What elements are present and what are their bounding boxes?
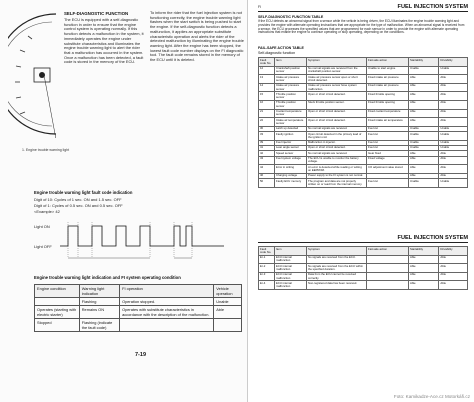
- table-cell: Unable: [439, 132, 468, 141]
- table-header-row: [259, 247, 468, 256]
- table-cell: Fuel cut: [367, 132, 409, 141]
- table-cell: Able: [409, 75, 439, 84]
- table-cell: Unable: [409, 179, 439, 188]
- table-cell: 16: [259, 100, 275, 109]
- table-cell: 15: [259, 92, 275, 101]
- table-row: [259, 83, 468, 92]
- right-page: [247, 0, 474, 402]
- table-cell: Able: [214, 306, 242, 319]
- light-on-label: Light ON: [34, 224, 50, 229]
- table-cell: Able: [439, 109, 468, 118]
- table-cell: Able: [439, 156, 468, 165]
- ecu-fault-table: [258, 246, 468, 290]
- table-cell: Able: [409, 118, 439, 127]
- table-cell: [35, 298, 80, 306]
- table-cell: Throttle position sensor: [275, 100, 307, 109]
- table-cell: Open or short circuit detected.: [307, 92, 367, 101]
- page-number: 7-19: [135, 352, 147, 358]
- table-cell: Able: [439, 255, 468, 264]
- table-cell: Gear fixed: [367, 151, 409, 156]
- table-cell: Unable: [409, 132, 439, 141]
- table-cell: [120, 319, 214, 332]
- table-header-cell: Warning light indication: [79, 285, 119, 298]
- table-cell: No signals are received from the ECU within the specified duration.: [307, 264, 367, 273]
- light-off-label: Light OFF: [34, 244, 52, 249]
- table-row: [259, 272, 468, 281]
- table-cell: Able: [409, 92, 439, 101]
- table-cell: Throttle position sensor: [275, 92, 307, 101]
- selfdiag-intro: If the ECU detects an abnormal signal from a sensor while the vehicle is being driven, the ECU illuminates the engine trouble warning light and provides the engine with alternate operating instructions that are appropriate for the type of malfunction. When an abnormal signal is received from a sensor, the ECU processes the specified values that are programmed for each sensor in order to provide the engine with alternate operating instructions that enable the engine to continue operating or stop operating, depending on the conditions.: [258, 19, 465, 35]
- failsafe-title: FAIL-SAFE ACTION TABLE: [258, 46, 304, 50]
- table-cell: 14: [259, 83, 275, 92]
- table-cell: Able: [409, 255, 439, 264]
- table-cell: Speed sensor: [275, 151, 307, 156]
- table-cell: Unable: [439, 126, 468, 131]
- table-cell: Fuel system voltage: [275, 156, 307, 165]
- table-cell: Open or short circuit detected.: [307, 145, 367, 150]
- table-cell: Able: [409, 83, 439, 92]
- table-header-row: [259, 58, 468, 67]
- table-cell: Data from the ECU cannot be received correctly.: [307, 272, 367, 281]
- table-cell: Faulty ignition: [275, 132, 307, 141]
- intro-paragraph: The ECU is equipped with a self-diagnostic function in order to ensure that the engine control system is operating normally. If this function detects a malfunction in the system, it immediately operates the engine under substitute characteristics and illuminates the engine trouble warning light to alert the rider that a malfunction has occurred in the system. Once a malfunction has been detected, a fault code is stored in the memory of the ECU.: [64, 17, 144, 65]
- table-row: [259, 165, 468, 174]
- table-row: [259, 92, 468, 101]
- table-cell: Power supply to the FI system is not normal.: [307, 173, 367, 178]
- table-cell: ECU internal malfunction: [275, 272, 307, 281]
- table-row: [259, 109, 468, 118]
- fault-code-waveform: [34, 218, 234, 266]
- table-cell: [367, 272, 409, 281]
- indication-heading: Engine trouble warning light fault code indication: [34, 190, 133, 195]
- table-cell: No normal signals are received from the crankshaft position sensor.: [307, 66, 367, 75]
- instrument-gauge-illustration: [8, 10, 60, 138]
- table-cell: 12: [259, 66, 275, 75]
- table-cell: Stuck throttle position sensor.: [307, 100, 367, 109]
- table-row: [259, 132, 468, 141]
- table-cell: 41: [259, 145, 275, 150]
- table-cell: Intake air pressure sensor hose system malfunction.: [307, 83, 367, 92]
- table-cell: Lean angle sensor: [275, 145, 307, 150]
- table-cell: [367, 281, 409, 290]
- table-cell: Unable to start engine: [367, 66, 409, 75]
- table-cell: Er-4: [259, 281, 275, 290]
- table-cell: Fixed throttle opening: [367, 100, 409, 109]
- header-title: FUEL INJECTION SYSTEM: [397, 4, 468, 10]
- table-header-cell: Symptom: [307, 247, 367, 256]
- table-row: [35, 298, 242, 306]
- table-cell: No normal signals are received.: [307, 151, 367, 156]
- table-cell: Unable: [439, 145, 468, 150]
- table-row: [259, 156, 468, 165]
- table-cell: Operation stopped.: [120, 298, 214, 306]
- table-header-cell: Fault code No.: [259, 58, 275, 67]
- table-cell: Unable: [439, 66, 468, 75]
- table-cell: Unable: [409, 140, 439, 145]
- digit-1-line: Digit of 1: Cycles of 0.5 sec. ON and 0.5 sec. OFF: [34, 203, 123, 208]
- table-cell: Fixed voltage: [367, 156, 409, 165]
- header-title-2: FUEL INJECTION SYSTEM: [397, 235, 468, 241]
- table-header-cell: Item: [275, 247, 307, 256]
- table-cell: 22: [259, 118, 275, 127]
- table-cell: Able: [409, 109, 439, 118]
- table-cell: Operates (starting with electric starter): [35, 306, 80, 319]
- table-cell: The program and data are not properly written on or read from the internal memory.: [307, 179, 367, 188]
- selfdiag-subtitle: Self-diagnostic function: [258, 51, 296, 55]
- table-cell: Able: [439, 92, 468, 101]
- table-cell: Flashing: [79, 298, 119, 306]
- table-row: [259, 264, 468, 273]
- table-cell: Fuel cut: [367, 179, 409, 188]
- table-cell: The ECU is unable to monitor the battery voltage.: [307, 156, 367, 165]
- table-cell: Crankshaft position sensor: [275, 66, 307, 75]
- table-cell: Non-registered data has been received.: [307, 281, 367, 290]
- table-cell: Fuel cut: [367, 126, 409, 131]
- table-cell: CO adjustment value stored: [367, 165, 409, 174]
- table-cell: Able: [439, 118, 468, 127]
- table-cell: Faulty ECU memory: [275, 179, 307, 188]
- table-header-cell: Startability: [409, 58, 439, 67]
- table-header-cell: Drivability: [439, 58, 468, 67]
- table-cell: 21: [259, 109, 275, 118]
- table-header-cell: Vehicle operation: [214, 285, 242, 298]
- gauge-caption: 1. Engine trouble warning light: [22, 148, 70, 152]
- table-cell: Charging voltage: [275, 173, 307, 178]
- example-line: <Example> 42: [34, 209, 60, 214]
- table-caption: Engine trouble warning light indication and FI system operating condition: [34, 275, 181, 280]
- table-cell: Able: [409, 173, 439, 178]
- table-cell: Able: [409, 264, 439, 273]
- table-cell: 33: [259, 132, 275, 141]
- table-row: [259, 179, 468, 188]
- table-header-cell: Fault code No.: [259, 247, 275, 256]
- gauge-icon: [8, 10, 60, 138]
- table-cell: Fixed throttle opening: [367, 92, 409, 101]
- warning-light-paragraph: To inform the rider that the fuel injection system is not functioning correctly, the engine trouble warning light flashes when the start switch is being pushed to start the engine. If the self-diagnostic function detects a malfunction, it applies an appropriate substitute characteristic operation and alerts the rider of the detected malfunction by illuminating the engine trouble warning light. After the engine has been stopped, the lowest fault code number displays on the FI diagnostic tool. The fault code remains stored in the memory of the ECU until it is deleted.: [150, 10, 244, 63]
- warning-light-table: [34, 284, 242, 332]
- table-header-cell: Startability: [409, 247, 439, 256]
- table-cell: Unable: [409, 126, 439, 131]
- table-cell: Able: [409, 151, 439, 156]
- table-cell: Coolant temperature sensor: [275, 109, 307, 118]
- table-cell: Unable: [409, 66, 439, 75]
- table-cell: Able: [439, 272, 468, 281]
- table-cell: Able: [409, 165, 439, 174]
- table-cell: Able: [409, 100, 439, 109]
- table-cell: Unable: [214, 298, 242, 306]
- table-cell: Remains ON: [79, 306, 119, 319]
- table-cell: 13: [259, 75, 275, 84]
- table-cell: Operates with substitute characteristics in accordance with the description of the malfunction.: [120, 306, 214, 319]
- table-cell: 30: [259, 126, 275, 131]
- table-cell: Unable: [439, 179, 468, 188]
- table-cell: No normal signals are received.: [307, 126, 367, 131]
- page-header-2: [258, 234, 468, 243]
- table-header-cell: Item: [275, 58, 307, 67]
- table-header-cell: Symptom: [307, 58, 367, 67]
- table-cell: Er-3: [259, 272, 275, 281]
- table-cell: Open circuit detected in the primary lead of the ignition coil.: [307, 132, 367, 141]
- table-header-cell: Drivability: [439, 247, 468, 256]
- table-cell: [367, 255, 409, 264]
- table-cell: 42: [259, 151, 275, 156]
- table-cell: Error in writing: [275, 165, 307, 174]
- digit-10-line: Digit of 10: Cycles of 1 sec. ON and 1.5 sec. OFF: [34, 197, 122, 202]
- table-cell: Latch up detected: [275, 126, 307, 131]
- table-row: [35, 319, 242, 332]
- table-cell: Able: [439, 151, 468, 156]
- table-cell: 43: [259, 156, 275, 165]
- table-cell: Intake air pressure sensor open or short circuit detected.: [307, 75, 367, 84]
- watermark: Foto: Kamikadze-Ace.cz Motorkáři.cz: [393, 394, 470, 399]
- table-cell: Unable: [409, 145, 439, 150]
- table-cell: Fixed intake air temperature: [367, 118, 409, 127]
- page-header: [258, 4, 468, 12]
- table-cell: Fixed intake air pressure: [367, 83, 409, 92]
- table-cell: Fixed intake air pressure: [367, 75, 409, 84]
- table-row: [259, 66, 468, 75]
- table-cell: Intake air temperature sensor: [275, 118, 307, 127]
- table-cell: ECU internal malfunction: [275, 255, 307, 264]
- selfdiag-table-title: SELF-DIAGNOSTIC FUNCTION TABLE: [258, 15, 324, 19]
- table-cell: Malfunction in injector.: [307, 140, 367, 145]
- table-row: [259, 75, 468, 84]
- table-cell: Open or short circuit detected.: [307, 118, 367, 127]
- table-header-cell: FI operation: [120, 285, 214, 298]
- table-cell: [367, 264, 409, 273]
- table-cell: ECU internal malfunction: [275, 264, 307, 273]
- table-cell: An error is detected while reading or writing on EEPROM.: [307, 165, 367, 174]
- table-cell: Able: [439, 100, 468, 109]
- table-cell: Fuel cut: [367, 140, 409, 145]
- header-abbreviation: FI: [258, 5, 262, 9]
- table-cell: Fuel cut: [367, 145, 409, 150]
- table-cell: ECU internal malfunction: [275, 281, 307, 290]
- table-cell: Able: [409, 281, 439, 290]
- table-row: [259, 255, 468, 264]
- waveform-diagram: [34, 218, 234, 266]
- table-header-cell: Fail-safe action: [367, 247, 409, 256]
- table-cell: Er-1: [259, 255, 275, 264]
- table-cell: 46: [259, 173, 275, 178]
- table-cell: Open or short circuit detected.: [307, 109, 367, 118]
- table-cell: Fuel injector: [275, 140, 307, 145]
- table-cell: Able: [439, 75, 468, 84]
- table-cell: Able: [439, 173, 468, 178]
- table-cell: Able: [439, 281, 468, 290]
- table-row: [35, 306, 242, 319]
- table-cell: 44: [259, 165, 275, 174]
- table-cell: Intake air pressure sensor: [275, 83, 307, 92]
- table-cell: Flashing (indicate the fault code): [79, 319, 119, 332]
- table-row: [259, 100, 468, 109]
- section-title: SELF-DIAGNOSTIC FUNCTION: [64, 11, 129, 16]
- failsafe-table: [258, 57, 468, 188]
- table-header-cell: Fail-safe action: [367, 58, 409, 67]
- table-cell: [214, 319, 242, 332]
- table-row: [259, 281, 468, 290]
- table-cell: Unable: [439, 140, 468, 145]
- table-cell: Er-2: [259, 264, 275, 273]
- table-cell: Able: [439, 264, 468, 273]
- table-cell: Fixed coolant temperature: [367, 109, 409, 118]
- table-cell: 39: [259, 140, 275, 145]
- table-row: [259, 118, 468, 127]
- table-cell: Stopped: [35, 319, 80, 332]
- table-cell: Able: [439, 165, 468, 174]
- table-header-row: [35, 285, 242, 298]
- table-cell: Able: [409, 156, 439, 165]
- table-cell: 50: [259, 179, 275, 188]
- table-cell: No signals are received from the ECU.: [307, 255, 367, 264]
- table-cell: Able: [409, 272, 439, 281]
- table-cell: Able: [439, 83, 468, 92]
- table-header-cell: Engine condition: [35, 285, 80, 298]
- table-cell: Intake air pressure sensor: [275, 75, 307, 84]
